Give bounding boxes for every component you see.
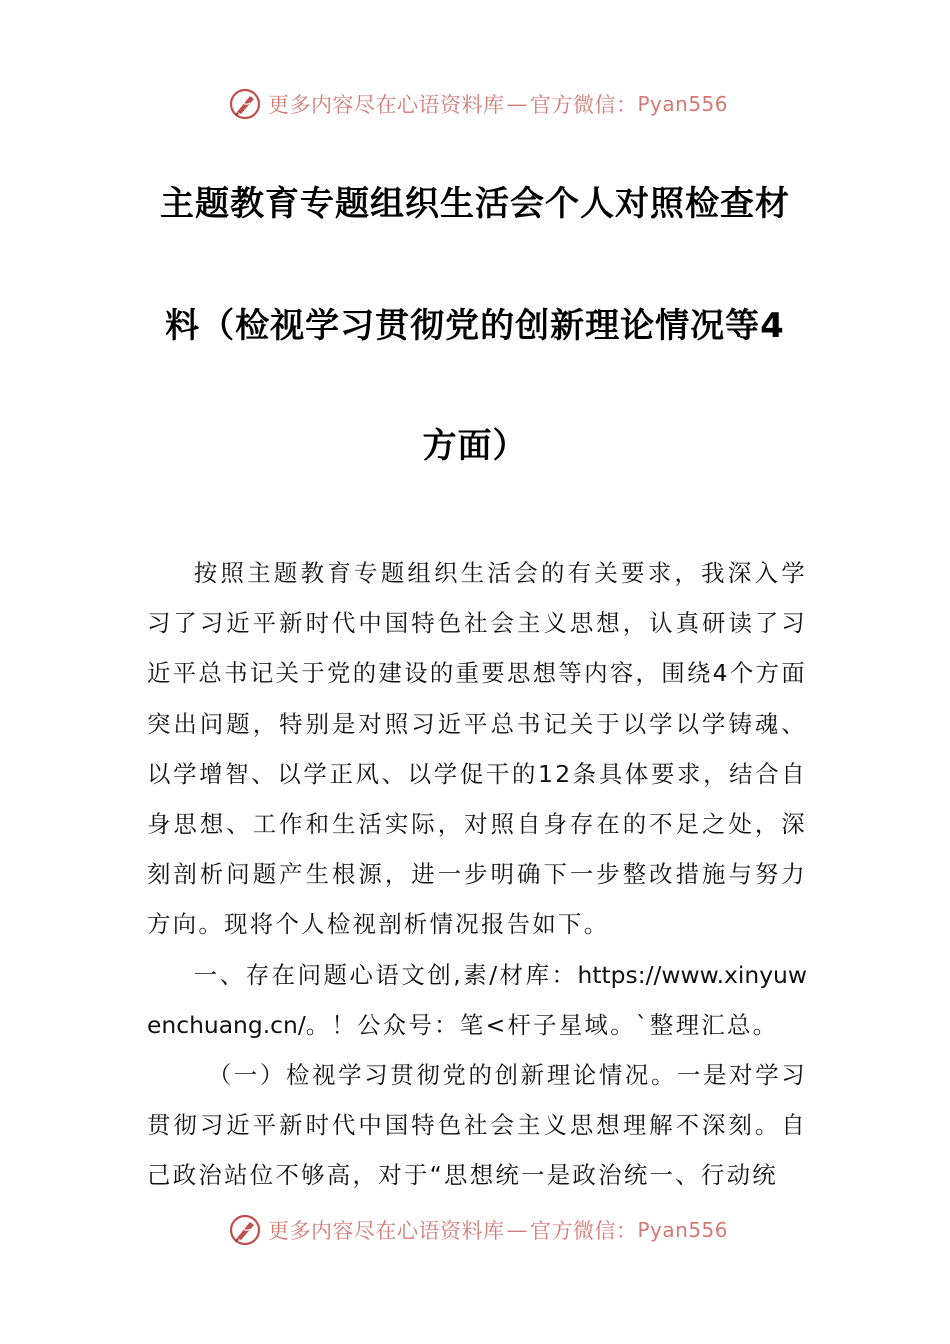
section-one-heading: 一、存在问题心语文创,素/材库： xyxy=(193,960,578,989)
source-url-link[interactable]: https://www.xinyuwenchuang.cn/ xyxy=(147,960,807,1039)
watermark-wechat-id: Pyan556 xyxy=(637,92,729,116)
quill-pen-icon xyxy=(228,1213,262,1247)
paragraph-intro: 按照主题教育专题组织生活会的有关要求，我深入学习了习近平新时代中国特色社会主义思想，认真研读了习近平总书记关于党的建设的重要思想等内容，围绕4个方面突出问题，特别是对照习近平总书记关于以学以学铸魂、以学增智、以学正风、以学促干的12条具体要求，结合自身思想、工作和生活实际，对照自身存在的不足之处，深刻剖析问题产生根源，进一步明确下一步整改措施与努力方向。现将个人检视剖析情况报告如下。 xyxy=(147,559,807,939)
document-title-line-2: 料（检视学习贯彻党的创新理论情况等4 xyxy=(165,306,785,346)
watermark-official-label: 官方微信： xyxy=(530,93,638,117)
document-body xyxy=(147,548,807,1201)
document-title-line-3: 方面） xyxy=(422,426,528,466)
watermark-official-label: 官方微信： xyxy=(530,1219,638,1243)
watermark-wechat-id: Pyan556 xyxy=(637,1218,729,1242)
quill-pen-icon xyxy=(228,87,262,121)
header-watermark xyxy=(228,84,728,124)
section-one-note: 。！公众号：笔<杆子星域。`整理汇总。 xyxy=(305,1010,779,1039)
watermark-brand: 更多内容尽在心语资料库 xyxy=(268,1219,505,1243)
watermark-brand: 更多内容尽在心语资料库 xyxy=(268,93,505,117)
paragraph-section-one xyxy=(147,950,807,1050)
watermark-separator: — xyxy=(506,92,528,116)
document-title-line-1: 主题教育专题组织生活会个人对照检查材 xyxy=(160,184,790,224)
watermark-separator: — xyxy=(506,1218,528,1242)
paragraph-subsection-one: （一）检视学习贯彻党的创新理论情况。一是对学习贯彻习近平新时代中国特色社会主义思想理解不深刻。自己政治站位不够高，对于“思想统一是政治统一、行动统 xyxy=(147,1061,807,1190)
footer-watermark xyxy=(228,1210,728,1250)
